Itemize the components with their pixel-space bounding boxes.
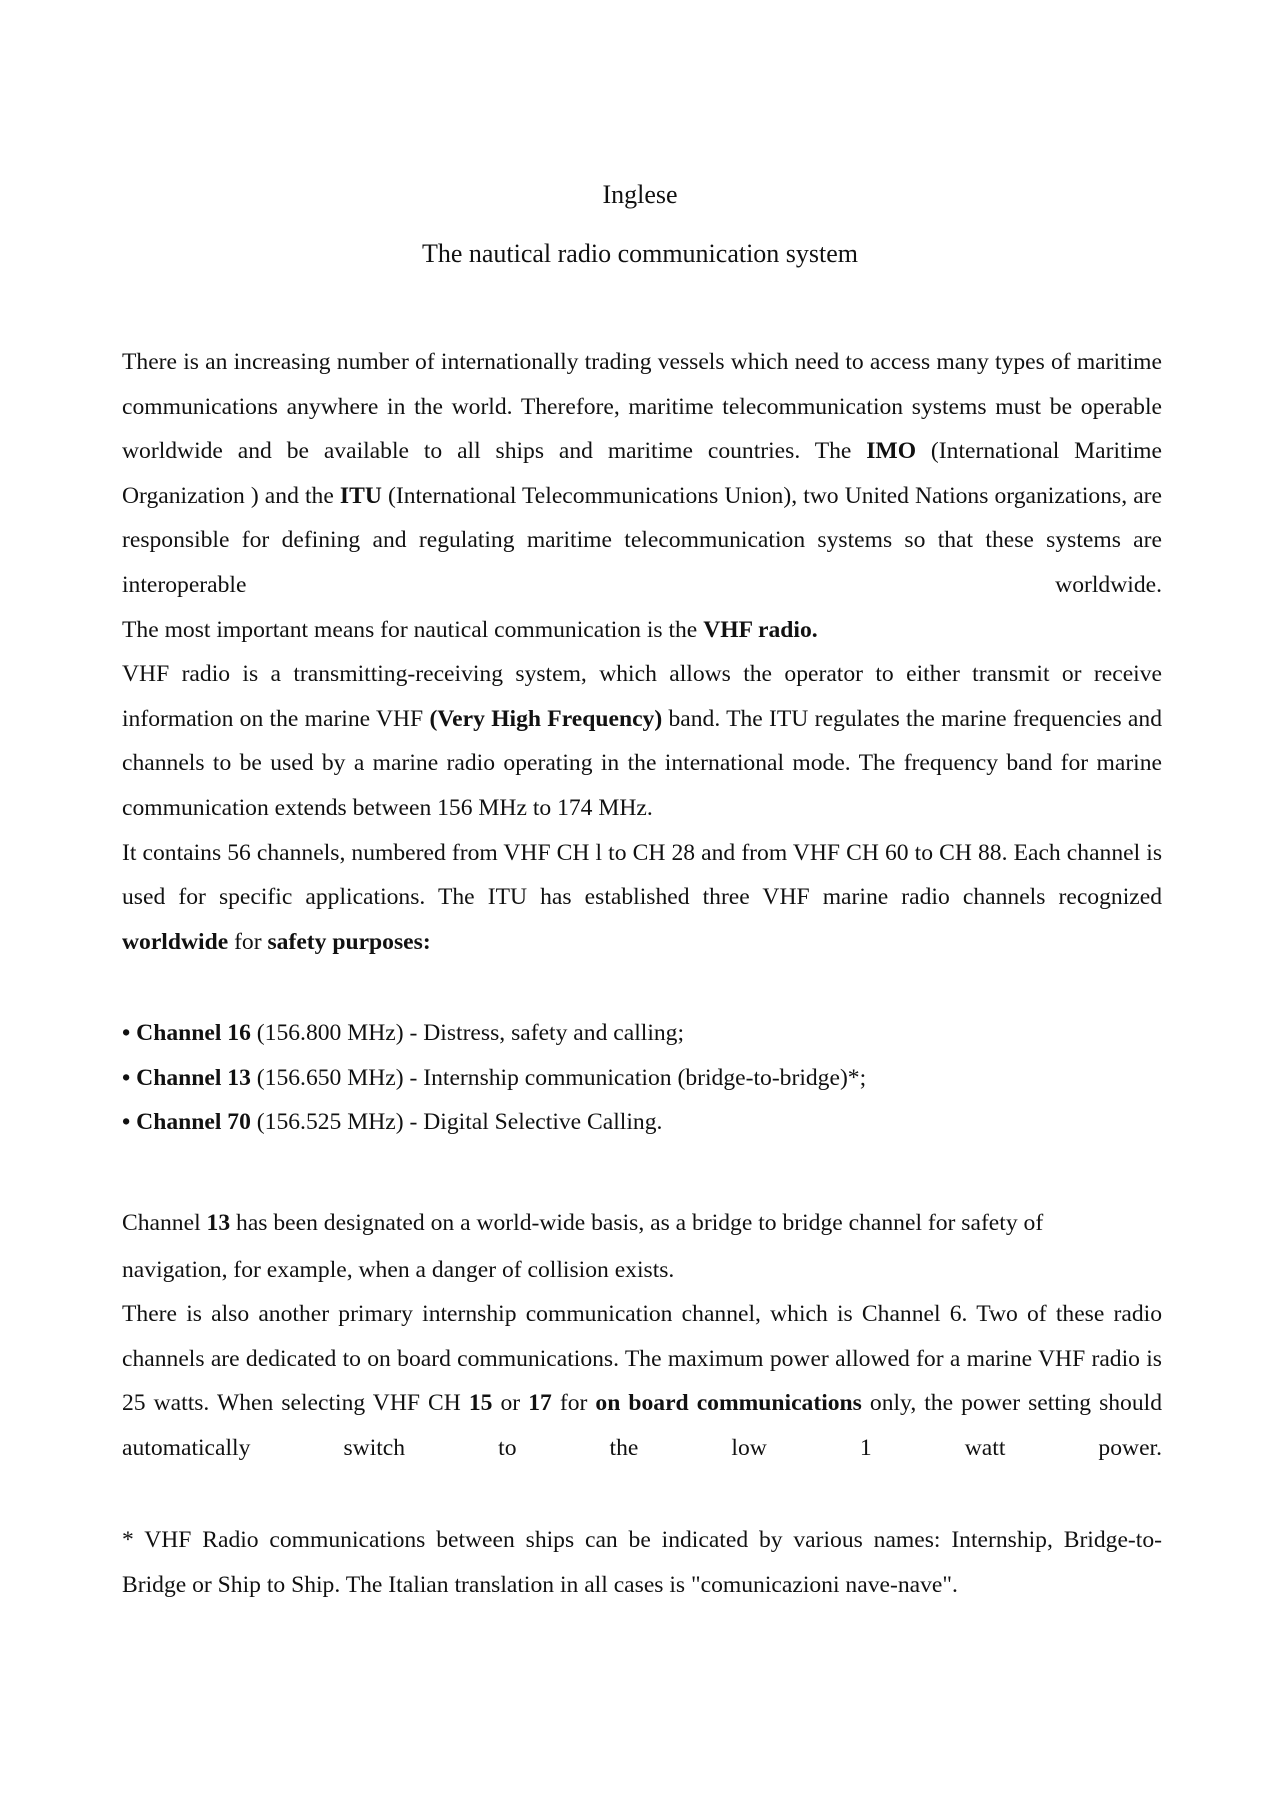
or-word: or bbox=[492, 1390, 529, 1417]
intro-sentence-2-start: The bbox=[814, 438, 867, 465]
bullet-marker: • bbox=[122, 1109, 131, 1136]
intro-sentence-2-end: (International Telecommunications Union), two United Nations organizations, are responsible for defining and regulating maritime telecommunication systems so that these systems are interoperable worldwide. bbox=[122, 482, 1162, 598]
itu-acronym: ITU bbox=[339, 482, 382, 509]
vhf-text-end: band. The ITU regulates the marine frequencies and channels to be used by a marine radio operating in the international mode. The frequency band for marine communication extends between 156 MHz to 174 MHz. bbox=[122, 705, 1162, 821]
channel-17-number: 17 bbox=[528, 1390, 552, 1417]
footnote bbox=[122, 1518, 1162, 1607]
vhf-radio-term: VHF radio. bbox=[703, 616, 818, 643]
internship-sentence-1: There is also another primary internship communication channel, which is Channel 6. bbox=[122, 1301, 968, 1327]
channels-paragraph bbox=[122, 831, 1162, 965]
on-board-communications-term: on board communications bbox=[595, 1390, 862, 1417]
channel-frequency: (156.800 MHz) bbox=[250, 1020, 404, 1046]
channel-description: - Digital Selective Calling. bbox=[403, 1109, 663, 1136]
channel-frequency: (156.525 MHz) bbox=[250, 1109, 404, 1136]
list-item bbox=[122, 1056, 1162, 1101]
footnote-text: * VHF Radio communications between ships can be indicated by various names: Internship, Bridge-to-Bridge or Ship to Ship. The Italian translation in all cases is "comunicazioni nave-nave". bbox=[122, 1527, 1162, 1598]
important-means-paragraph bbox=[122, 608, 1162, 653]
channel-13-section bbox=[122, 1198, 1162, 1470]
bullet-marker: • bbox=[122, 1020, 131, 1046]
channel-13-number: 13 bbox=[206, 1210, 231, 1236]
safety-purposes-term: safety purposes: bbox=[267, 928, 431, 955]
worldwide-term: worldwide bbox=[122, 928, 229, 955]
vhf-paragraph bbox=[122, 652, 1162, 830]
intro-sentence-1: There is an increasing number of internationally trading vessels which need to access many types of maritime communications anywhere in the world. Therefore, maritime telecommunication systems must be operable worldwide and be available to all ships and maritime countries. bbox=[122, 349, 1162, 465]
intro-sentence-2-mid: (International Maritime Organization ) and the bbox=[122, 438, 1162, 509]
channel-15-number: 15 bbox=[468, 1390, 493, 1417]
intro-paragraph bbox=[122, 340, 1162, 608]
channel-frequency: (156.650 MHz) bbox=[250, 1064, 404, 1091]
channel-name: Channel 13 bbox=[136, 1064, 251, 1091]
vhf-text-start: VHF radio is a transmitting-receiving system, which allows the operator to either transmit or receive information on the marine VHF bbox=[122, 661, 1162, 732]
channel-description: - Distress, safety and calling; bbox=[403, 1020, 685, 1046]
intro-section bbox=[122, 340, 1162, 964]
channel-13-line-2: navigation, for example, when a danger of collision exists. bbox=[122, 1257, 675, 1283]
channels-text-start: It contains 56 channels, numbered from VHF CH l to CH 28 and from VHF CH 60 to CH 88. Each channel is used for specific applications. The ITU has established three VHF marine radio channels recognized bbox=[122, 839, 1162, 911]
channel-13-prefix: Channel bbox=[122, 1210, 207, 1236]
important-means-text: The most important means for nautical communication is the bbox=[122, 616, 704, 643]
document-subject: Inglese bbox=[602, 180, 678, 209]
channel-list bbox=[122, 1011, 1162, 1145]
channel-13-line-1 bbox=[122, 1198, 1162, 1248]
channel-name: Channel 70 bbox=[136, 1109, 251, 1136]
channel-13-designation: has been designated on a world-wide basis, as a bridge to bridge channel for safety of bbox=[230, 1210, 1044, 1236]
list-item bbox=[122, 1100, 1162, 1145]
bullet-marker: • bbox=[122, 1064, 131, 1091]
channel-name: Channel 16 bbox=[136, 1020, 251, 1046]
internship-sentence-2-start: Two of these radio channels are dedicated to on board communications. The maximum power allowed for a marine VHF radio is 25 watts. When selecting VHF CH bbox=[122, 1301, 1163, 1417]
channels-text-for: for bbox=[228, 928, 268, 955]
channel-description: - Internship communication (bridge-to-bridge)*; bbox=[403, 1064, 867, 1091]
internship-paragraph bbox=[122, 1292, 1162, 1470]
for-word: for bbox=[551, 1390, 596, 1417]
imo-acronym: IMO bbox=[866, 438, 917, 465]
list-item bbox=[122, 1011, 1162, 1056]
internship-sentence-2-end: only, the power setting should automatically switch to the low 1 watt power. bbox=[122, 1390, 1162, 1461]
vhf-full-term: (Very High Frequency) bbox=[429, 705, 663, 732]
document-title: The nautical radio communication system bbox=[421, 239, 859, 268]
